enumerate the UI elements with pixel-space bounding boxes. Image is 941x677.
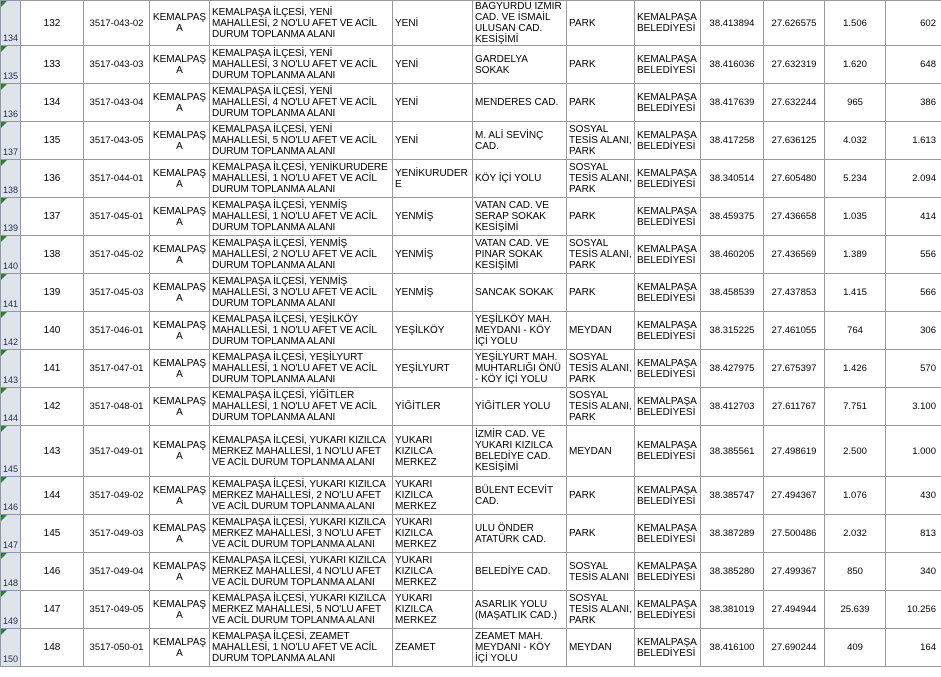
- error-indicator-icon: [1, 84, 7, 90]
- cell-description[interactable]: KEMALPAŞA İLÇESİ, YENMİŞ MAHALLESİ, 3 NO'LU AFET VE ACİL DURUM TOPLANMA ALANI: [210, 274, 393, 312]
- cell-area-type[interactable]: SOSYAL TESİS ALANI, PARK: [567, 236, 635, 274]
- cell-description[interactable]: KEMALPAŞA İLÇESİ, ZEAMET MAHALLESİ, 1 NO'LU AFET VE ACİL DURUM TOPLANMA ALANI: [210, 629, 393, 667]
- cell-latitude[interactable]: 38.417639: [701, 84, 764, 122]
- table-row: [1, 629, 941, 667]
- cell-district[interactable]: KEMALPAŞA: [150, 198, 210, 236]
- cell-area[interactable]: 1.506: [825, 1, 886, 46]
- cell-latitude[interactable]: 38.385747: [701, 477, 764, 515]
- cell-capacity[interactable]: 414: [886, 198, 941, 236]
- cell-no[interactable]: 147: [21, 591, 84, 629]
- cell-area[interactable]: 1.035: [825, 198, 886, 236]
- table-row: [1, 388, 941, 426]
- error-indicator-icon: [1, 591, 7, 597]
- cell-description[interactable]: KEMALPAŞA İLÇESİ, YEŞİLYURT MAHALLESİ, 1 NO'LU AFET VE ACİL DURUM TOPLANMA ALANI: [210, 350, 393, 388]
- cell-area[interactable]: 850: [825, 553, 886, 591]
- cell-capacity[interactable]: 10.256: [886, 591, 941, 629]
- table-row: [1, 312, 941, 350]
- table-row: [1, 84, 941, 122]
- table-row: [1, 515, 941, 553]
- table-row: [1, 350, 941, 388]
- cell-capacity[interactable]: 813: [886, 515, 941, 553]
- cell-mahalle[interactable]: YUKARI KIZILCA MERKEZ: [393, 426, 473, 477]
- cell-no[interactable]: 132: [21, 1, 84, 46]
- row-header[interactable]: [1, 236, 21, 274]
- cell-area[interactable]: 2.500: [825, 426, 886, 477]
- cell-longitude[interactable]: 27.461055: [764, 312, 825, 350]
- cell-latitude[interactable]: 38.459375: [701, 198, 764, 236]
- cell-description[interactable]: KEMALPAŞA İLÇESİ, YENİKURUDERE MAHALLESİ, 1 NO'LU AFET VE ACİL DURUM TOPLANMA ALANI: [210, 160, 393, 198]
- cell-latitude[interactable]: 38.385280: [701, 553, 764, 591]
- cell-area-type[interactable]: SOSYAL TESİS ALANI, PARK: [567, 350, 635, 388]
- error-indicator-icon: [1, 553, 7, 559]
- cell-longitude[interactable]: 27.675397: [764, 350, 825, 388]
- cell-area-type[interactable]: PARK: [567, 1, 635, 46]
- cell-code[interactable]: 3517-049-02: [84, 477, 150, 515]
- cell-capacity[interactable]: 566: [886, 274, 941, 312]
- cell-owner[interactable]: KEMALPAŞA BELEDİYESİ: [635, 1, 701, 46]
- cell-area-type[interactable]: PARK: [567, 198, 635, 236]
- row-header[interactable]: [1, 160, 21, 198]
- cell-mahalle[interactable]: YEŞİLYURT: [393, 350, 473, 388]
- cell-area[interactable]: 25.639: [825, 591, 886, 629]
- cell-address[interactable]: KÖY İÇİ YOLU: [473, 160, 567, 198]
- cell-no[interactable]: 144: [21, 477, 84, 515]
- error-indicator-icon: [1, 198, 7, 204]
- cell-description[interactable]: KEMALPAŞA İLÇESİ, YUKARI KIZILCA MERKEZ MAHALLESİ, 1 NO'LU AFET VE ACİL DURUM TOPLANMA ALANI: [210, 426, 393, 477]
- row-number: 137: [3, 147, 19, 157]
- cell-owner[interactable]: KEMALPAŞA BELEDİYESİ: [635, 160, 701, 198]
- cell-description[interactable]: KEMALPAŞA İLÇESİ, YENİ MAHALLESİ, 3 NO'LU AFET VE ACİL DURUM TOPLANMA ALANI: [210, 46, 393, 84]
- cell-description[interactable]: KEMALPAŞA İLÇESİ, YENİ MAHALLESİ, 5 NO'LU AFET VE ACİL DURUM TOPLANMA ALANI: [210, 122, 393, 160]
- cell-area-type[interactable]: SOSYAL TESİS ALANI, PARK: [567, 160, 635, 198]
- cell-area-type[interactable]: MEYDAN: [567, 312, 635, 350]
- cell-no[interactable]: 134: [21, 84, 84, 122]
- error-indicator-icon: [1, 629, 7, 635]
- row-header[interactable]: [1, 515, 21, 553]
- cell-latitude[interactable]: 38.416100: [701, 629, 764, 667]
- cell-address[interactable]: YEŞİLYURT MAH. MUHTARLIĞI ÖNÜ - KÖY İÇİ YOLU: [473, 350, 567, 388]
- cell-address[interactable]: BÜLENT ECEVİT CAD.: [473, 477, 567, 515]
- cell-area-type[interactable]: SOSYAL TESİS ALANI, PARK: [567, 388, 635, 426]
- error-indicator-icon: [1, 515, 7, 521]
- cell-latitude[interactable]: 38.417258: [701, 122, 764, 160]
- cell-capacity[interactable]: 2.094: [886, 160, 941, 198]
- error-indicator-icon: [1, 1, 7, 7]
- table-row: [1, 426, 941, 477]
- row-header[interactable]: [1, 46, 21, 84]
- cell-longitude[interactable]: 27.436658: [764, 198, 825, 236]
- row-header[interactable]: [1, 84, 21, 122]
- error-indicator-icon: [1, 312, 7, 318]
- row-header[interactable]: [1, 388, 21, 426]
- row-number: 146: [3, 502, 19, 512]
- cell-latitude[interactable]: 38.413894: [701, 1, 764, 46]
- cell-code[interactable]: 3517-043-04: [84, 84, 150, 122]
- cell-owner[interactable]: KEMALPAŞA BELEDİYESİ: [635, 274, 701, 312]
- cell-area-type[interactable]: PARK: [567, 477, 635, 515]
- cell-latitude[interactable]: 38.387289: [701, 515, 764, 553]
- cell-address[interactable]: M. ALİ SEVİNÇ CAD.: [473, 122, 567, 160]
- cell-no[interactable]: 139: [21, 274, 84, 312]
- row-header[interactable]: [1, 274, 21, 312]
- cell-mahalle[interactable]: YİĞİTLER: [393, 388, 473, 426]
- cell-longitude[interactable]: 27.498619: [764, 426, 825, 477]
- row-number: 136: [3, 109, 19, 119]
- row-number: 135: [3, 71, 19, 81]
- cell-area-type[interactable]: PARK: [567, 46, 635, 84]
- cell-code[interactable]: 3517-049-04: [84, 553, 150, 591]
- cell-code[interactable]: 3517-049-01: [84, 426, 150, 477]
- cell-longitude[interactable]: 27.499367: [764, 553, 825, 591]
- cell-area[interactable]: 1.620: [825, 46, 886, 84]
- row-number: 147: [3, 540, 19, 550]
- error-indicator-icon: [1, 274, 7, 280]
- cell-area[interactable]: 409: [825, 629, 886, 667]
- cell-capacity[interactable]: 602: [886, 1, 941, 46]
- cell-district[interactable]: KEMALPAŞA: [150, 629, 210, 667]
- row-header[interactable]: [1, 350, 21, 388]
- cell-owner[interactable]: KEMALPAŞA BELEDİYESİ: [635, 553, 701, 591]
- cell-owner[interactable]: KEMALPAŞA BELEDİYESİ: [635, 591, 701, 629]
- table-row: [1, 477, 941, 515]
- cell-latitude[interactable]: 38.427975: [701, 350, 764, 388]
- cell-mahalle[interactable]: YENİKURUDERE: [393, 160, 473, 198]
- table-row: [1, 1, 941, 46]
- cell-latitude[interactable]: 38.381019: [701, 591, 764, 629]
- row-header[interactable]: [1, 122, 21, 160]
- cell-no[interactable]: 148: [21, 629, 84, 667]
- error-indicator-icon: [1, 160, 7, 166]
- cell-district[interactable]: KEMALPAŞA: [150, 350, 210, 388]
- cell-area[interactable]: 1.426: [825, 350, 886, 388]
- cell-code[interactable]: 3517-046-01: [84, 312, 150, 350]
- cell-area[interactable]: 1.415: [825, 274, 886, 312]
- row-number: 141: [3, 299, 19, 309]
- cell-mahalle[interactable]: YUKARI KIZILCA MERKEZ: [393, 477, 473, 515]
- cell-description[interactable]: KEMALPAŞA İLÇESİ, YUKARI KIZILCA MERKEZ MAHALLESİ, 2 NO'LU AFET VE ACİL DURUM TOPLANMA ALANI: [210, 477, 393, 515]
- cell-capacity[interactable]: 1.613: [886, 122, 941, 160]
- cell-code[interactable]: 3517-044-01: [84, 160, 150, 198]
- cell-address[interactable]: ASARLIK YOLU (MAŞATLIK CAD.): [473, 591, 567, 629]
- cell-address[interactable]: YİĞİTLER YOLU: [473, 388, 567, 426]
- table-row: [1, 274, 941, 312]
- cell-description[interactable]: KEMALPAŞA İLÇESİ, YUKARI KIZILCA MERKEZ MAHALLESİ, 3 NO'LU AFET VE ACİL DURUM TOPLANMA ALANI: [210, 515, 393, 553]
- row-number: 144: [3, 413, 19, 423]
- row-number: 150: [3, 654, 19, 664]
- cell-description[interactable]: KEMALPAŞA İLÇESİ, YİĞİTLER MAHALLESİ, 1 NO'LU AFET VE ACİL DURUM TOPLANMA ALANI: [210, 388, 393, 426]
- cell-address[interactable]: ZEAMET MAH. MEYDANI - KÖY İÇİ YOLU: [473, 629, 567, 667]
- cell-district[interactable]: KEMALPAŞA: [150, 236, 210, 274]
- row-number: 134: [3, 33, 19, 43]
- cell-description[interactable]: KEMALPAŞA İLÇESİ, YENMİŞ MAHALLESİ, 2 NO'LU AFET VE ACİL DURUM TOPLANMA ALANI: [210, 236, 393, 274]
- cell-code[interactable]: 3517-045-01: [84, 198, 150, 236]
- table-row: [1, 122, 941, 160]
- row-header[interactable]: [1, 198, 21, 236]
- error-indicator-icon: [1, 46, 7, 52]
- cell-latitude[interactable]: 38.315225: [701, 312, 764, 350]
- cell-address[interactable]: YEŞİLKÖY MAH. MEYDANI - KÖY İÇİ YOLU: [473, 312, 567, 350]
- cell-area-type[interactable]: PARK: [567, 274, 635, 312]
- row-header[interactable]: [1, 629, 21, 667]
- cell-mahalle[interactable]: YENİ: [393, 1, 473, 46]
- cell-description[interactable]: KEMALPAŞA İLÇESİ, YENİ MAHALLESİ, 2 NO'LU AFET VE ACİL DURUM TOPLANMA ALANI: [210, 1, 393, 46]
- cell-area[interactable]: 2.032: [825, 515, 886, 553]
- cell-code[interactable]: 3517-047-01: [84, 350, 150, 388]
- cell-longitude[interactable]: 27.436569: [764, 236, 825, 274]
- cell-owner[interactable]: KEMALPAŞA BELEDİYESİ: [635, 46, 701, 84]
- error-indicator-icon: [1, 477, 7, 483]
- table-row: [1, 46, 941, 84]
- cell-address[interactable]: İZMİR CAD. VE YUKARI KIZILCA BELEDİYE CAD. KESİŞİMİ: [473, 426, 567, 477]
- row-number: 142: [3, 337, 19, 347]
- cell-mahalle[interactable]: YENMİŞ: [393, 198, 473, 236]
- cell-capacity[interactable]: 3.100: [886, 388, 941, 426]
- cell-mahalle[interactable]: YENİ: [393, 46, 473, 84]
- error-indicator-icon: [1, 122, 7, 128]
- cell-longitude[interactable]: 27.494367: [764, 477, 825, 515]
- cell-latitude[interactable]: 38.412703: [701, 388, 764, 426]
- cell-district[interactable]: KEMALPAŞA: [150, 426, 210, 477]
- cell-longitude[interactable]: 27.437853: [764, 274, 825, 312]
- cell-area[interactable]: 4.032: [825, 122, 886, 160]
- cell-district[interactable]: KEMALPAŞA: [150, 477, 210, 515]
- cell-no[interactable]: 140: [21, 312, 84, 350]
- error-indicator-icon: [1, 350, 7, 356]
- cell-code[interactable]: 3517-043-05: [84, 122, 150, 160]
- cell-district[interactable]: KEMALPAŞA: [150, 515, 210, 553]
- cell-longitude[interactable]: 27.636125: [764, 122, 825, 160]
- cell-longitude[interactable]: 27.632319: [764, 46, 825, 84]
- table-row: [1, 553, 941, 591]
- cell-description[interactable]: KEMALPAŞA İLÇESİ, YUKARI KIZILCA MERKEZ MAHALLESİ, 4 NO'LU AFET VE ACİL DURUM TOPLANMA ALANI: [210, 553, 393, 591]
- row-header[interactable]: [1, 477, 21, 515]
- cell-code[interactable]: 3517-048-01: [84, 388, 150, 426]
- cell-area[interactable]: 1.076: [825, 477, 886, 515]
- cell-no[interactable]: 145: [21, 515, 84, 553]
- cell-longitude[interactable]: 27.605480: [764, 160, 825, 198]
- cell-no[interactable]: 136: [21, 160, 84, 198]
- cell-owner[interactable]: KEMALPAŞA BELEDİYESİ: [635, 198, 701, 236]
- cell-address[interactable]: BAĞYURDU İZMİR CAD. VE İSMAİL ULUSAN CAD. KESİŞİMİ: [473, 1, 567, 46]
- cell-code[interactable]: 3517-045-02: [84, 236, 150, 274]
- cell-area-type[interactable]: MEYDAN: [567, 426, 635, 477]
- cell-no[interactable]: 143: [21, 426, 84, 477]
- cell-area-type[interactable]: SOSYAL TESİS ALANI: [567, 553, 635, 591]
- row-number: 145: [3, 464, 19, 474]
- cell-district[interactable]: KEMALPAŞA: [150, 388, 210, 426]
- cell-latitude[interactable]: 38.416036: [701, 46, 764, 84]
- cell-code[interactable]: 3517-045-03: [84, 274, 150, 312]
- cell-area[interactable]: 764: [825, 312, 886, 350]
- cell-area-type[interactable]: MEYDAN: [567, 629, 635, 667]
- cell-owner[interactable]: KEMALPAŞA BELEDİYESİ: [635, 426, 701, 477]
- cell-district[interactable]: KEMALPAŞA: [150, 1, 210, 46]
- row-number: 138: [3, 185, 19, 195]
- cell-area-type[interactable]: SOSYAL TESİS ALANI, PARK: [567, 591, 635, 629]
- cell-address[interactable]: GARDELYA SOKAK: [473, 46, 567, 84]
- error-indicator-icon: [1, 388, 7, 394]
- cell-longitude[interactable]: 27.626575: [764, 1, 825, 46]
- cell-district[interactable]: KEMALPAŞA: [150, 312, 210, 350]
- error-indicator-icon: [1, 236, 7, 242]
- cell-description[interactable]: KEMALPAŞA İLÇESİ, YENMİŞ MAHALLESİ, 1 NO'LU AFET VE ACİL DURUM TOPLANMA ALANI: [210, 198, 393, 236]
- cell-capacity[interactable]: 648: [886, 46, 941, 84]
- cell-area-type[interactable]: PARK: [567, 515, 635, 553]
- cell-longitude[interactable]: 27.611767: [764, 388, 825, 426]
- cell-no[interactable]: 138: [21, 236, 84, 274]
- cell-address[interactable]: SANCAK SOKAK: [473, 274, 567, 312]
- cell-owner[interactable]: KEMALPAŞA BELEDİYESİ: [635, 84, 701, 122]
- cell-district[interactable]: KEMALPAŞA: [150, 274, 210, 312]
- cell-code[interactable]: 3517-050-01: [84, 629, 150, 667]
- cell-district[interactable]: KEMALPAŞA: [150, 84, 210, 122]
- table-row: [1, 198, 941, 236]
- cell-area-type[interactable]: SOSYAL TESİS ALANI, PARK: [567, 122, 635, 160]
- row-number: 143: [3, 375, 19, 385]
- cell-district[interactable]: KEMALPAŞA: [150, 591, 210, 629]
- cell-owner[interactable]: KEMALPAŞA BELEDİYESİ: [635, 312, 701, 350]
- cell-address[interactable]: MENDERES CAD.: [473, 84, 567, 122]
- cell-mahalle[interactable]: YUKARI KIZILCA MERKEZ: [393, 553, 473, 591]
- cell-owner[interactable]: KEMALPAŞA BELEDİYESİ: [635, 477, 701, 515]
- cell-capacity[interactable]: 386: [886, 84, 941, 122]
- table-row: [1, 160, 941, 198]
- cell-owner[interactable]: KEMALPAŞA BELEDİYESİ: [635, 236, 701, 274]
- cell-district[interactable]: KEMALPAŞA: [150, 46, 210, 84]
- cell-code[interactable]: 3517-049-03: [84, 515, 150, 553]
- cell-description[interactable]: KEMALPAŞA İLÇESİ, YUKARI KIZILCA MERKEZ MAHALLESİ, 5 NO'LU AFET VE ACİL DURUM TOPLANMA ALANI: [210, 591, 393, 629]
- cell-address[interactable]: VATAN CAD. VE PINAR SOKAK KESİŞİMİ: [473, 236, 567, 274]
- cell-longitude[interactable]: 27.494944: [764, 591, 825, 629]
- cell-area[interactable]: 7.751: [825, 388, 886, 426]
- cell-no[interactable]: 146: [21, 553, 84, 591]
- cell-no[interactable]: 141: [21, 350, 84, 388]
- cell-capacity[interactable]: 306: [886, 312, 941, 350]
- cell-district[interactable]: KEMALPAŞA: [150, 160, 210, 198]
- row-number: 139: [3, 223, 19, 233]
- cell-latitude[interactable]: 38.460205: [701, 236, 764, 274]
- cell-latitude[interactable]: 38.340514: [701, 160, 764, 198]
- cell-latitude[interactable]: 38.385561: [701, 426, 764, 477]
- cell-code[interactable]: 3517-049-05: [84, 591, 150, 629]
- cell-area[interactable]: 5.234: [825, 160, 886, 198]
- cell-owner[interactable]: KEMALPAŞA BELEDİYESİ: [635, 122, 701, 160]
- cell-owner[interactable]: KEMALPAŞA BELEDİYESİ: [635, 388, 701, 426]
- cell-latitude[interactable]: 38.458539: [701, 274, 764, 312]
- cell-area-type[interactable]: PARK: [567, 84, 635, 122]
- row-number: 140: [3, 261, 19, 271]
- cell-address[interactable]: VATAN CAD. VE SERAP SOKAK KESİŞİMİ: [473, 198, 567, 236]
- cell-capacity[interactable]: 340: [886, 553, 941, 591]
- cell-district[interactable]: KEMALPAŞA: [150, 553, 210, 591]
- cell-longitude[interactable]: 27.690244: [764, 629, 825, 667]
- cell-capacity[interactable]: 556: [886, 236, 941, 274]
- table-row: [1, 591, 941, 629]
- cell-address[interactable]: ULU ÖNDER ATATÜRK CAD.: [473, 515, 567, 553]
- cell-mahalle[interactable]: YUKARI KIZILCA MERKEZ: [393, 515, 473, 553]
- row-header[interactable]: [1, 1, 21, 46]
- row-header[interactable]: [1, 426, 21, 477]
- cell-longitude[interactable]: 27.632244: [764, 84, 825, 122]
- cell-no[interactable]: 142: [21, 388, 84, 426]
- row-header[interactable]: [1, 312, 21, 350]
- cell-mahalle[interactable]: YENMİŞ: [393, 236, 473, 274]
- cell-no[interactable]: 135: [21, 122, 84, 160]
- row-header[interactable]: [1, 553, 21, 591]
- row-number: 149: [3, 616, 19, 626]
- cell-code[interactable]: 3517-043-02: [84, 1, 150, 46]
- cell-address[interactable]: BELEDİYE CAD.: [473, 553, 567, 591]
- cell-area[interactable]: 1.389: [825, 236, 886, 274]
- cell-owner[interactable]: KEMALPAŞA BELEDİYESİ: [635, 629, 701, 667]
- cell-longitude[interactable]: 27.500486: [764, 515, 825, 553]
- cell-owner[interactable]: KEMALPAŞA BELEDİYESİ: [635, 515, 701, 553]
- cell-owner[interactable]: KEMALPAŞA BELEDİYESİ: [635, 350, 701, 388]
- cell-mahalle[interactable]: YUKARI KIZILCA MERKEZ: [393, 591, 473, 629]
- cell-mahalle[interactable]: YENİ: [393, 84, 473, 122]
- cell-description[interactable]: KEMALPAŞA İLÇESİ, YENİ MAHALLESİ, 4 NO'LU AFET VE ACİL DURUM TOPLANMA ALANI: [210, 84, 393, 122]
- cell-no[interactable]: 137: [21, 198, 84, 236]
- cell-area[interactable]: 965: [825, 84, 886, 122]
- cell-mahalle[interactable]: YEŞİLKÖY: [393, 312, 473, 350]
- cell-mahalle[interactable]: YENİ: [393, 122, 473, 160]
- row-number: 148: [3, 578, 19, 588]
- cell-capacity[interactable]: 1.000: [886, 426, 941, 477]
- row-header[interactable]: [1, 591, 21, 629]
- cell-no[interactable]: 133: [21, 46, 84, 84]
- cell-capacity[interactable]: 164: [886, 629, 941, 667]
- cell-mahalle[interactable]: ZEAMET: [393, 629, 473, 667]
- error-indicator-icon: [1, 426, 7, 432]
- cell-capacity[interactable]: 430: [886, 477, 941, 515]
- cell-mahalle[interactable]: YENMİŞ: [393, 274, 473, 312]
- cell-district[interactable]: KEMALPAŞA: [150, 122, 210, 160]
- cell-description[interactable]: KEMALPAŞA İLÇESİ, YEŞİLKÖY MAHALLESİ, 1 NO'LU AFET VE ACİL DURUM TOPLANMA ALANI: [210, 312, 393, 350]
- cell-capacity[interactable]: 570: [886, 350, 941, 388]
- table-row: [1, 236, 941, 274]
- cell-code[interactable]: 3517-043-03: [84, 46, 150, 84]
